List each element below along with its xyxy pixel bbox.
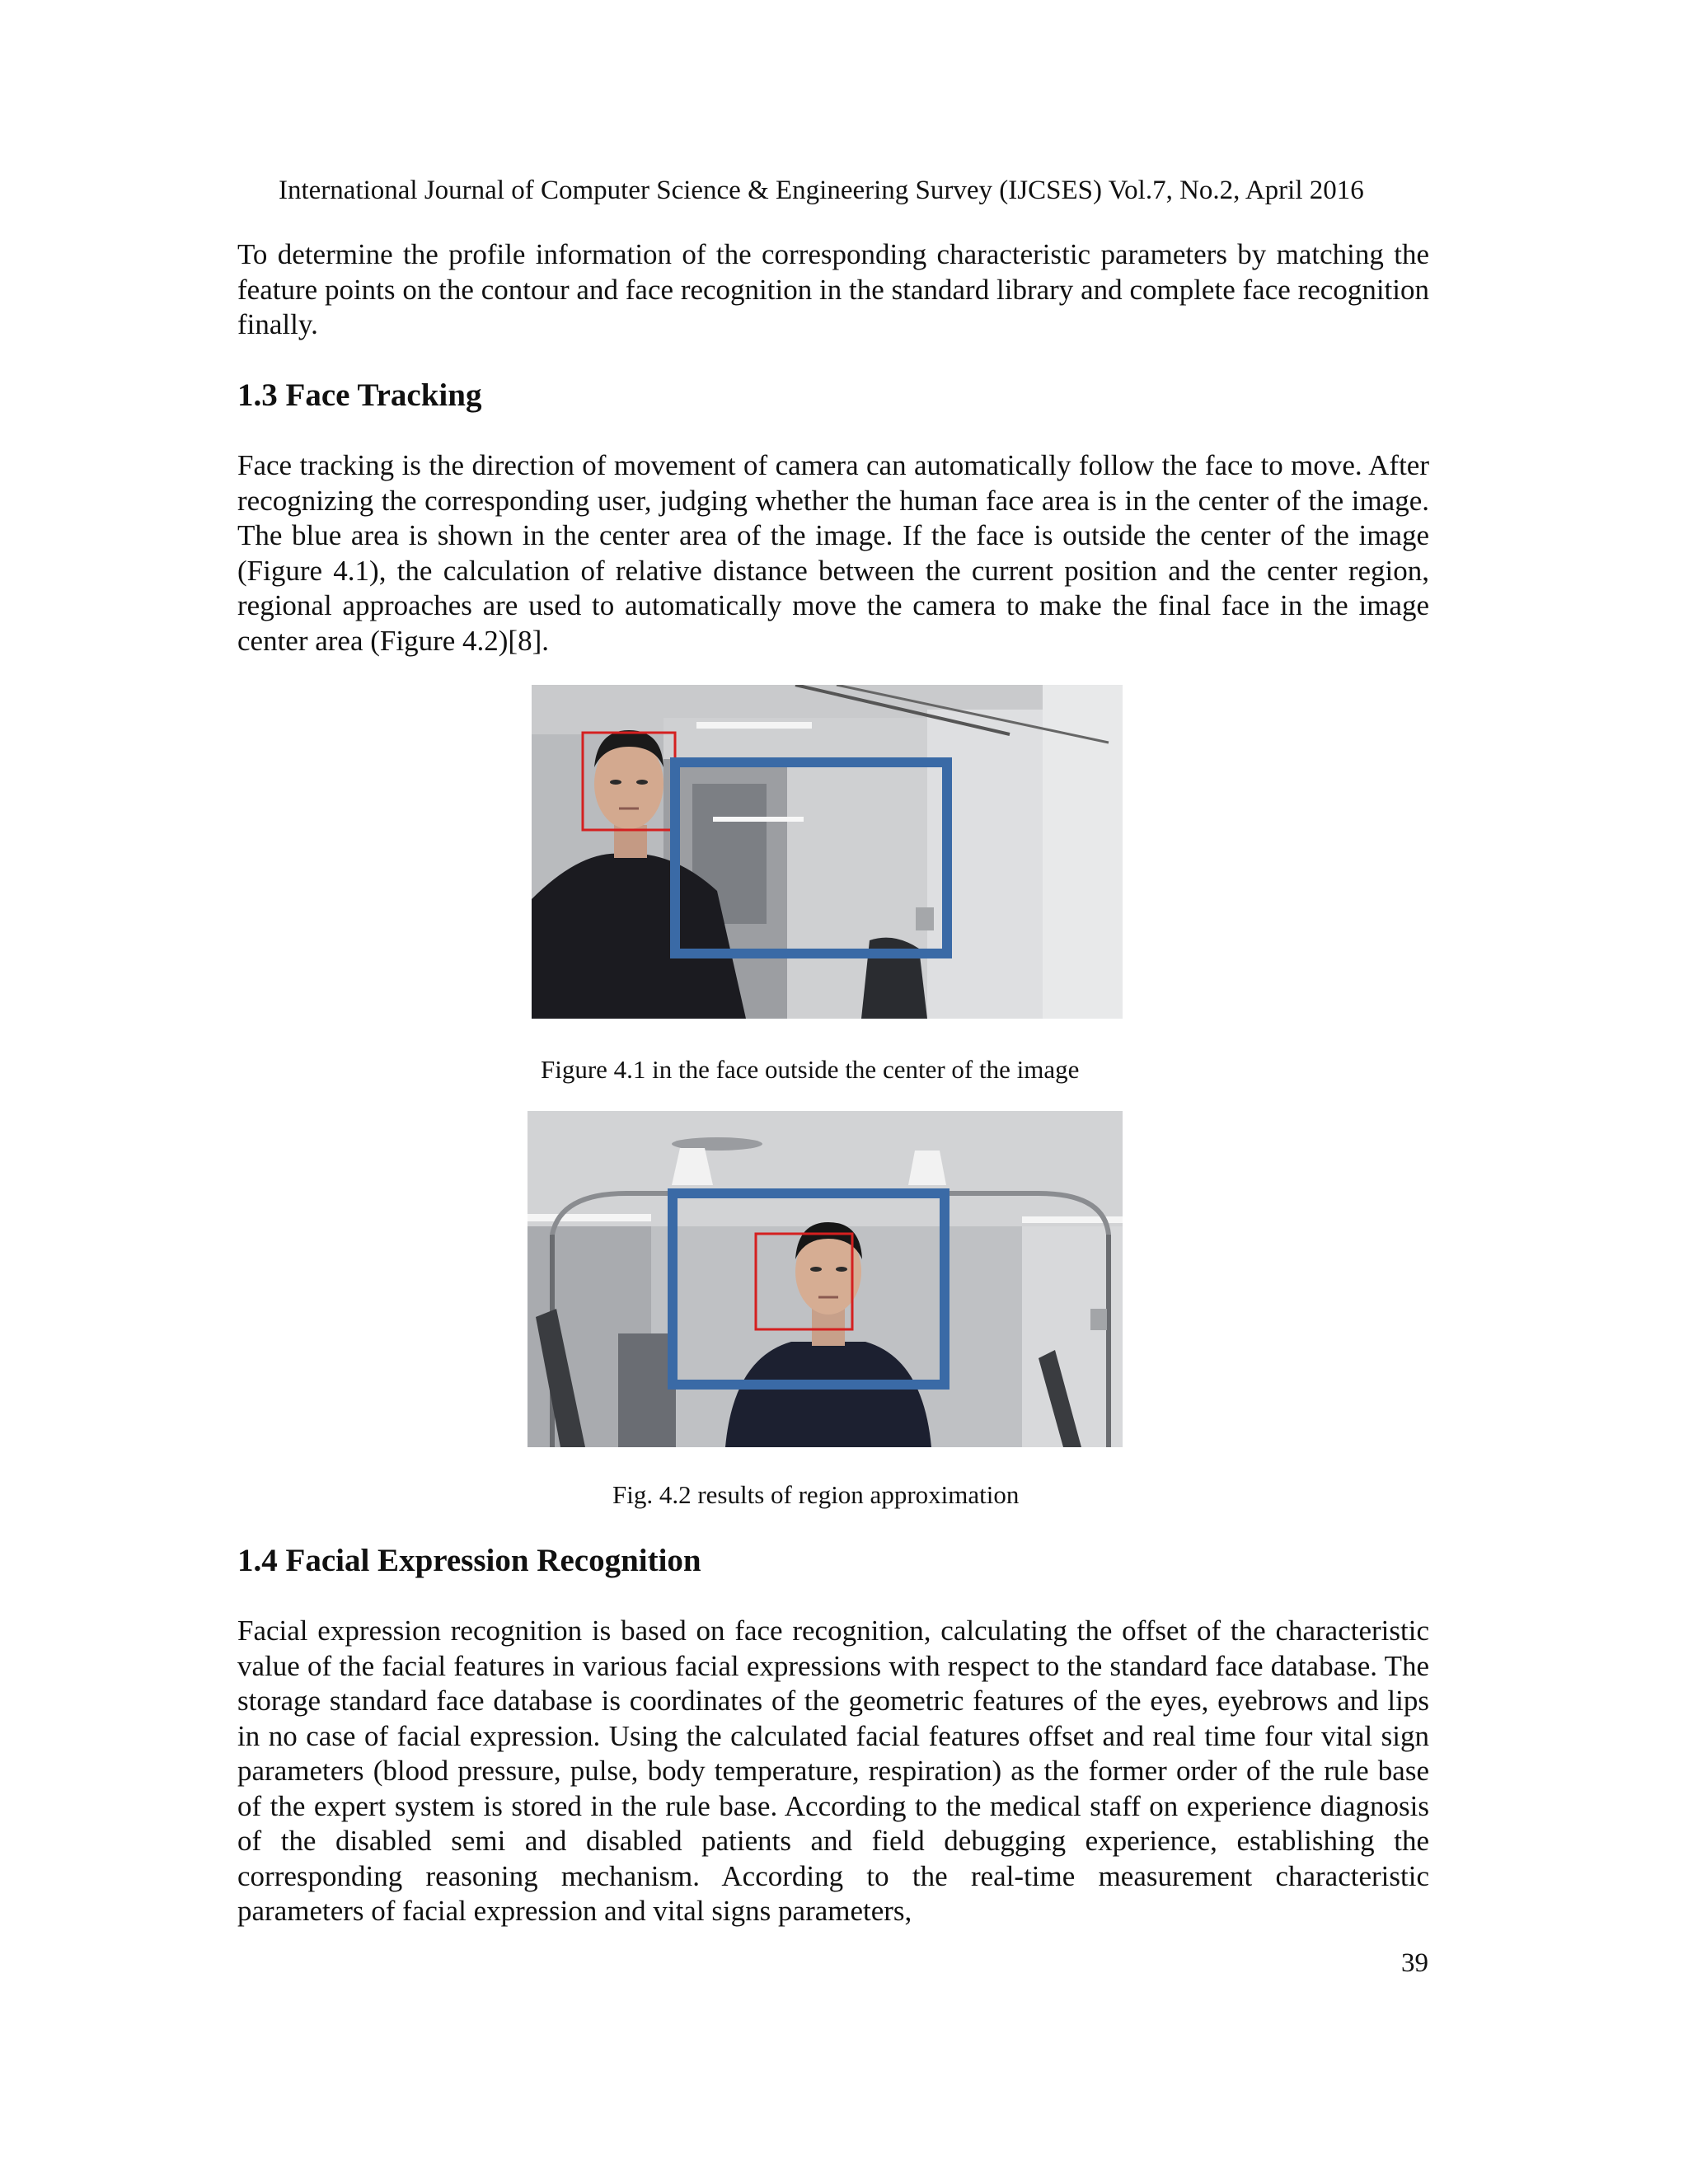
figure-4-1-image: [532, 685, 1123, 1019]
intro-paragraph: To determine the profile information of the corresponding characteristic parameters by matching the feature points on the contour and face recognition in the standard library and complete face recognition finally.: [237, 238, 1429, 340]
section-heading-facial-expression: 1.4 Facial Expression Recognition: [237, 1543, 701, 1578]
section-heading-face-tracking: 1.3 Face Tracking: [237, 377, 482, 413]
figure-4-2-caption: Fig. 4.2 results of region approximation: [612, 1480, 1020, 1509]
figure-4-2-image: [528, 1111, 1123, 1447]
face-tracking-paragraph: Face tracking is the direction of movement of camera can automatically follow the face to move. After recognizing the corresponding user, judging whether the human face area is in the center of the image. The blue area is shown in the center area of the image. If the face is outside the center of the image (Figure 4.1), the calculation of relative distance between the current position and the center region, regional approaches are used to automatically move the camera to make the final face in the image center area (Figure 4.2)[8].: [237, 449, 1429, 657]
facial-expression-paragraph: Facial expression recognition is based on face recognition, calculating the offset of the characteristic value of the facial features in various facial expressions with respect to the standard face database. The storage standard face database is coordinates of the geometric features of the eyes, eyebrows and lips in no case of facial expression. Using the calculated facial features offset and real time four vital sign parameters (blood pressure, pulse, body temperature, respiration) as the former order of the rule base of the expert system is stored in the rule base. According to the medical staff on experience diagnosis of the disabled semi and disabled patients and field debugging experience, establishing the corresponding reasoning mechanism. According to the real-time measurement characteristic parameters of facial expression and vital signs parameters,: [237, 1615, 1429, 1927]
page-number: 39: [1401, 1948, 1428, 1978]
figure-4-1-caption: Figure 4.1 in the face outside the center of the image: [541, 1055, 1080, 1084]
journal-header: International Journal of Computer Science & Engineering Survey (IJCSES) Vol.7, No.2, April 2016: [279, 176, 1364, 205]
